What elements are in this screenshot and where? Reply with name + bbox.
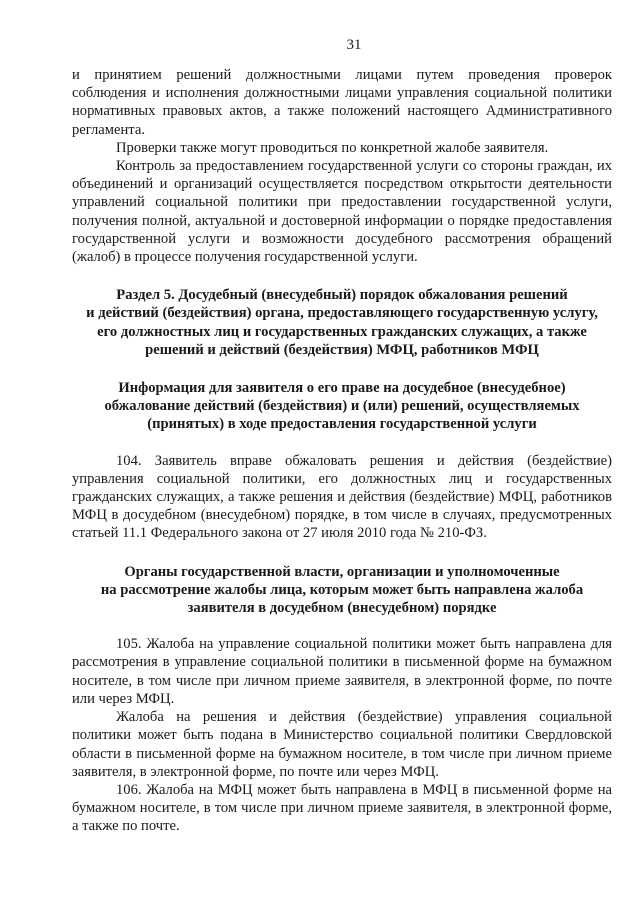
spacer	[72, 434, 612, 452]
section-5-heading-line: Раздел 5. Досудебный (внесудебный) порядок обжалования решений	[116, 287, 568, 304]
paragraph-complaint-inspections: Проверки также могут проводиться по конкретной жалобе заявителя.	[116, 139, 549, 156]
organs-heading-line: Органы государственной власти, организации и уполномоченные	[124, 563, 560, 580]
spacer	[72, 543, 612, 563]
paragraph-104: 104. Заявитель вправе обжаловать решения и действия (бездействие) управления социальной политики, его должностных лиц и государственных гражданских служащих, а также решения и действия (бездействие) МФЦ, работников МФЦ в досудебном (внесудебном) порядке, в том числе в случаях, предусмотренных статьей 11.1 Федерального закона от 27 июля 2010 года № 210-ФЗ.	[72, 452, 612, 542]
spacer	[72, 617, 612, 635]
spacer	[72, 359, 612, 379]
spacer	[72, 266, 612, 286]
section-5-heading-line: и действий (бездействия) органа, предоставляющего государственную услугу,	[86, 305, 598, 322]
section-5-heading	[72, 286, 612, 359]
info-heading-line: обжалование действий (бездействия) и (или) решений, осуществляемых	[104, 398, 580, 415]
paragraph-105: 105. Жалоба на управление социальной политики может быть направлена для рассмотрения в управление социальной политики в письменной форме на бумажном носителе, в том числе при личном приеме заявителя, в электронной форме, по почте или через МФЦ.	[72, 636, 612, 707]
section-5-heading-line: его должностных лиц и государственных гражданских служащих, а также	[97, 323, 587, 340]
info-heading-line: Информация для заявителя о его праве на досудебное (внесудебное)	[118, 380, 566, 397]
info-heading	[72, 379, 612, 434]
page-number: 31	[346, 37, 362, 53]
paragraph-citizen-control: Контроль за предоставлением государственной услуги со стороны граждан, их объединений и организаций осуществляется посредством открытости деятельности управлений социальной политики при предоставлении государственной услуги, получения полной, актуальной и достоверной информации о порядке предоставления государственной услуги и возможности досудебного рассмотрения обращений (жалоб) в процессе получения государственной услуги.	[72, 158, 612, 266]
organs-heading-line: на рассмотрение жалобы лица, которым может быть направлена жалоба	[100, 581, 584, 598]
info-heading-line: (принятых) в ходе предоставления государственной услуги	[147, 416, 537, 433]
organs-heading	[72, 563, 612, 618]
section-5-heading-line: решений и действий (бездействия) МФЦ, работников МФЦ	[145, 341, 539, 358]
paragraph-105-ministry: Жалоба на решения и действия (бездействие) управления социальной политики может быть подана в Министерство социальной политики Свердловской области в письменной форме на бумажном носителе, в том числе при личном приеме заявителя, в электронной форме, по почте или через МФЦ.	[72, 709, 612, 780]
paragraph-106: 106. Жалоба на МФЦ может быть направлена в МФЦ в письменной форме на бумажном носителе, в том числе при личном приеме заявителя, в электронной форме, а также по почте.	[72, 781, 612, 835]
organs-heading-line: заявителя в досудебном (внесудебном) порядке	[187, 600, 497, 617]
paragraph-inspections-continuation: и принятием решений должностными лицами путем проведения проверок соблюдения и исполнения должностными лицами управления социальной политики нормативных правовых актов, а также положений настоящего Административного регламента.	[72, 67, 612, 138]
